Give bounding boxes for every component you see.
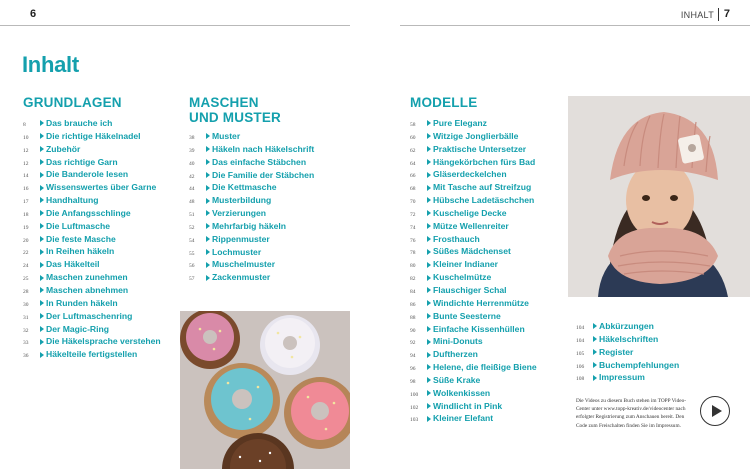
toc-entry-label: Die Familie der Stäbchen: [212, 169, 315, 180]
toc-entry: [410, 168, 537, 181]
section-heading-line: UND MUSTER: [189, 110, 281, 125]
toc-page-number: 30: [23, 301, 29, 308]
toc-entry-label: Die Häkelsprache verstehen: [46, 336, 161, 347]
toc-page-number: 64: [410, 160, 416, 167]
triangle-arrow-icon: [427, 300, 431, 306]
triangle-arrow-icon: [593, 375, 597, 381]
toc-entry: [23, 130, 161, 143]
toc-entry-label: Wolkenkissen: [433, 387, 491, 398]
toc-entry: [189, 130, 314, 143]
toc-entry-label: Die Luftmasche: [46, 220, 110, 231]
toc-list-modelle: [410, 117, 537, 425]
girl-illustration: [568, 96, 750, 297]
toc-page-number: 14: [23, 173, 29, 180]
triangle-arrow-icon: [40, 197, 44, 203]
toc-entry-label: Das einfache Stäbchen: [212, 156, 307, 167]
toc-entry: [410, 245, 537, 258]
toc-entry-label: Häkelschriften: [599, 333, 659, 344]
triangle-arrow-icon: [206, 223, 210, 229]
triangle-arrow-icon: [427, 377, 431, 383]
toc-entry: [410, 143, 537, 156]
triangle-arrow-icon: [40, 352, 44, 358]
toc-entry: [410, 284, 537, 297]
right-page-number: 7: [723, 8, 730, 20]
triangle-arrow-icon: [427, 120, 431, 126]
toc-entry-label: Die richtige Häkelnadel: [46, 130, 141, 141]
toc-entry: [189, 181, 314, 194]
triangle-arrow-icon: [427, 249, 431, 255]
toc-entry: [189, 156, 314, 169]
toc-entry-label: Die feste Masche: [46, 233, 116, 244]
toc-page-number: 17: [23, 199, 29, 206]
toc-entry-label: Häkelteile fertigstellen: [46, 349, 138, 360]
toc-entry: [576, 346, 679, 359]
toc-entry-label: Einfache Kissenhüllen: [433, 323, 525, 334]
triangle-arrow-icon: [40, 146, 44, 152]
triangle-arrow-icon: [40, 339, 44, 345]
toc-page-number: 20: [23, 237, 29, 244]
triangle-arrow-icon: [206, 249, 210, 255]
toc-entry: [23, 297, 161, 310]
triangle-arrow-icon: [40, 159, 44, 165]
toc-entry-label: Maschen zunehmen: [46, 272, 128, 283]
left-page-number: 6: [30, 8, 37, 20]
toc-entry-label: Kleiner Indianer: [433, 259, 498, 270]
triangle-arrow-icon: [427, 416, 431, 422]
triangle-arrow-icon: [40, 249, 44, 255]
toc-entry: [189, 143, 314, 156]
toc-entry-label: Pure Eleganz: [433, 118, 487, 128]
toc-entry: [189, 246, 314, 259]
toc-entry: [410, 156, 537, 169]
toc-entry-label: Rippenmuster: [212, 233, 270, 244]
toc-entry: [23, 323, 161, 336]
toc-entry-label: Zackenmuster: [212, 272, 271, 283]
toc-entry-label: Der Magic-Ring: [46, 323, 110, 334]
toc-page-number: 100: [410, 391, 419, 398]
toc-entry-label: Handhaltung: [46, 195, 99, 206]
toc-entry-label: Das brauche ich: [46, 118, 113, 128]
toc-page-number: 24: [23, 263, 29, 270]
toc-page-number: 48: [189, 199, 195, 206]
toc-page-number: 74: [410, 224, 416, 231]
toc-entry: [23, 245, 161, 258]
triangle-arrow-icon: [40, 313, 44, 319]
toc-page-number: 108: [576, 376, 585, 383]
toc-entry: [410, 297, 537, 310]
triangle-arrow-icon: [427, 159, 431, 165]
toc-entry-label: Musterbildung: [212, 195, 272, 206]
toc-entry-label: Das Häkelteil: [46, 259, 100, 270]
toc-entry-label: Frosthauch: [433, 233, 480, 244]
triangle-arrow-icon: [427, 326, 431, 332]
section-heading-line: MASCHEN: [189, 95, 259, 110]
toc-page-number: 104: [576, 337, 585, 344]
toc-entry: [189, 194, 314, 207]
toc-entry: [189, 207, 314, 220]
triangle-arrow-icon: [593, 362, 597, 368]
toc-page-number: 70: [410, 199, 416, 206]
toc-page-number: 32: [23, 327, 29, 334]
triangle-arrow-icon: [206, 236, 210, 242]
toc-entry: [410, 361, 537, 374]
toc-entry: [23, 258, 161, 271]
toc-entry-label: Witzige Jonglierbälle: [433, 130, 519, 141]
toc-entry: [23, 194, 161, 207]
toc-entry-label: Lochmuster: [212, 246, 262, 257]
triangle-arrow-icon: [40, 236, 44, 242]
triangle-arrow-icon: [40, 133, 44, 139]
triangle-arrow-icon: [427, 262, 431, 268]
triangle-arrow-icon: [427, 364, 431, 370]
toc-entry-label: Buchempfehlungen: [599, 359, 680, 370]
toc-entry-label: Helene, die fleißige Biene: [433, 362, 537, 373]
toc-entry-label: Mütze Wellenreiter: [433, 220, 509, 231]
triangle-arrow-icon: [427, 403, 431, 409]
triangle-arrow-icon: [40, 210, 44, 216]
triangle-arrow-icon: [427, 313, 431, 319]
toc-page-number: 36: [23, 353, 29, 360]
video-play-button: [700, 396, 730, 426]
toc-page-number: 8: [23, 122, 26, 128]
toc-entry: [23, 348, 161, 361]
toc-entry-label: Register: [599, 346, 634, 357]
triangle-arrow-icon: [427, 146, 431, 152]
toc-page-number: 22: [23, 250, 29, 257]
toc-page-number: 38: [189, 135, 195, 141]
triangle-arrow-icon: [40, 120, 44, 126]
toc-page-number: 57: [189, 276, 195, 283]
toc-page-number: 62: [410, 147, 416, 154]
donuts-photo: [180, 311, 350, 469]
toc-page-number: 106: [576, 363, 585, 370]
toc-entry: [410, 412, 537, 425]
triangle-arrow-icon: [427, 275, 431, 281]
toc-entry-label: Hübsche Ladetäschchen: [433, 195, 535, 206]
toc-page-number: 80: [410, 263, 416, 270]
toc-entry-label: Duftherzen: [433, 349, 478, 360]
video-note: Die Videos zu diesem Buch stehen im TOPP Video-Center unter www.topp-kreativ.de/videocenter nach erfolgter Registrierung zum Anschauen bereit. Den Code zum Freischalten finden Sie im Impressum.: [576, 398, 687, 429]
toc-entry-label: Der Luftmaschenring: [46, 310, 133, 321]
triangle-arrow-icon: [427, 287, 431, 293]
toc-entry: [410, 348, 537, 361]
toc-entry: [410, 271, 537, 284]
toc-entry: [23, 271, 161, 284]
toc-page-number: 78: [410, 250, 416, 257]
toc-entry: [576, 359, 679, 372]
triangle-arrow-icon: [206, 159, 210, 165]
toc-entry: [410, 194, 537, 207]
toc-entry: [189, 169, 314, 182]
toc-page-number: 103: [410, 417, 419, 424]
toc-entry: [189, 233, 314, 246]
toc-entry-label: Kuschelmütze: [433, 272, 492, 283]
triangle-arrow-icon: [427, 210, 431, 216]
triangle-arrow-icon: [40, 185, 44, 191]
triangle-arrow-icon: [427, 197, 431, 203]
triangle-arrow-icon: [206, 198, 210, 204]
toc-entry-label: Kleiner Elefant: [433, 413, 494, 424]
section-heading-grundlagen: GRUNDLAGEN: [23, 95, 122, 110]
left-header-rule: [0, 25, 350, 26]
toc-entry: [23, 156, 161, 169]
toc-entry-label: Muschelmuster: [212, 259, 276, 270]
donuts-illustration: [180, 311, 350, 469]
toc-entry-label: Flauschiger Schal: [433, 284, 507, 295]
triangle-arrow-icon: [427, 185, 431, 191]
toc-page-number: 98: [410, 378, 416, 385]
toc-page-number: 90: [410, 327, 416, 334]
toc-page-number: 39: [189, 147, 195, 154]
toc-page-number: 40: [189, 160, 195, 167]
toc-entry-label: Hängekörbchen fürs Bad: [433, 156, 536, 167]
toc-entry-label: Verzierungen: [212, 208, 266, 219]
toc-page-number: 88: [410, 314, 416, 321]
toc-page-number: 94: [410, 353, 416, 360]
right-header-rule: [400, 25, 750, 26]
toc-page-number: 28: [23, 288, 29, 295]
toc-entry-label: Die Kettmasche: [212, 182, 277, 193]
toc-page-number: 66: [410, 173, 416, 180]
toc-entry-label: Die Anfangsschlinge: [46, 207, 131, 218]
triangle-arrow-icon: [427, 133, 431, 139]
toc-list-extras: [576, 320, 679, 384]
toc-page-number: 84: [410, 288, 416, 295]
toc-entry: [410, 220, 537, 233]
toc-entry-label: Windlicht in Pink: [433, 400, 503, 411]
section-heading-maschen: [189, 95, 281, 125]
toc-entry: [23, 207, 161, 220]
toc-entry-label: In Runden häkeln: [46, 297, 118, 308]
toc-entry-label: Muster: [212, 131, 241, 141]
toc-page-number: 25: [23, 276, 29, 283]
toc-entry-label: Windichte Herrenmütze: [433, 297, 529, 308]
toc-entry-label: Impressum: [599, 372, 645, 383]
toc-entry: [410, 374, 537, 387]
header-divider: [718, 8, 719, 21]
toc-entry-label: Gläserdeckelchen: [433, 169, 507, 180]
running-header: INHALT: [680, 10, 714, 20]
toc-entry-label: Süße Krake: [433, 374, 481, 385]
toc-page-number: 16: [23, 186, 29, 193]
toc-entry: [576, 371, 679, 384]
toc-entry: [410, 335, 537, 348]
toc-entry: [23, 220, 161, 233]
toc-page-number: 18: [23, 211, 29, 218]
toc-page-number: 102: [410, 404, 419, 411]
toc-page-number: 60: [410, 134, 416, 141]
toc-page-number: 68: [410, 186, 416, 193]
section-heading-modelle: MODELLE: [410, 95, 478, 110]
triangle-arrow-icon: [427, 339, 431, 345]
toc-page-number: 33: [23, 340, 29, 347]
triangle-arrow-icon: [593, 336, 597, 342]
triangle-arrow-icon: [427, 236, 431, 242]
triangle-arrow-icon: [427, 390, 431, 396]
toc-entry: [23, 310, 161, 323]
toc-page-number: 42: [189, 173, 195, 180]
toc-page-number: 86: [410, 301, 416, 308]
toc-entry: [410, 233, 537, 246]
toc-list-maschen: [189, 130, 314, 284]
toc-entry-label: Die Banderole lesen: [46, 169, 129, 180]
toc-entry-label: Das richtige Garn: [46, 156, 118, 167]
toc-page-number: 51: [189, 212, 195, 219]
triangle-arrow-icon: [40, 172, 44, 178]
toc-entry: [410, 117, 537, 130]
toc-entry-label: Mit Tasche auf Streifzug: [433, 182, 532, 193]
toc-entry-label: Abkürzungen: [599, 321, 654, 331]
toc-entry-label: Wissenswertes über Garne: [46, 182, 157, 193]
toc-page-number: 76: [410, 237, 416, 244]
toc-page-number: 96: [410, 366, 416, 373]
triangle-arrow-icon: [206, 146, 210, 152]
toc-entry: [410, 207, 537, 220]
page-title: Inhalt: [22, 52, 79, 77]
toc-page-number: 56: [189, 263, 195, 270]
toc-entry-label: Mehrfarbig häkeln: [212, 220, 287, 231]
toc-entry: [410, 181, 537, 194]
toc-entry: [189, 258, 314, 271]
triangle-arrow-icon: [593, 349, 597, 355]
toc-entry: [410, 387, 537, 400]
triangle-arrow-icon: [427, 352, 431, 358]
toc-page-number: 82: [410, 276, 416, 283]
toc-page-number: 92: [410, 340, 416, 347]
toc-entry: [23, 335, 161, 348]
toc-entry-label: Zubehör: [46, 143, 81, 154]
triangle-arrow-icon: [40, 326, 44, 332]
toc-entry-label: Kuschelige Decke: [433, 207, 507, 218]
triangle-arrow-icon: [206, 185, 210, 191]
toc-entry-label: Mini-Donuts: [433, 336, 483, 347]
toc-entry: [410, 258, 537, 271]
triangle-arrow-icon: [40, 275, 44, 281]
triangle-arrow-icon: [206, 262, 210, 268]
toc-entry: [23, 284, 161, 297]
toc-entry: [23, 181, 161, 194]
toc-entry: [410, 323, 537, 336]
toc-page-number: 55: [189, 250, 195, 257]
toc-page-number: 72: [410, 211, 416, 218]
toc-entry-label: Maschen abnehmen: [46, 284, 129, 295]
toc-entry-label: Bunte Seesterne: [433, 310, 501, 321]
triangle-arrow-icon: [206, 210, 210, 216]
toc-entry: [410, 130, 537, 143]
toc-entry: [23, 117, 161, 130]
toc-list-grundlagen: [23, 117, 161, 361]
toc-entry-label: Häkeln nach Häkelschrift: [212, 143, 315, 154]
toc-entry: [189, 271, 314, 284]
toc-page-number: 10: [23, 134, 29, 141]
toc-entry: [576, 320, 679, 333]
toc-entry: [23, 143, 161, 156]
triangle-arrow-icon: [40, 223, 44, 229]
toc-entry-label: Süßes Mädchenset: [433, 246, 511, 257]
toc-page-number: 52: [189, 224, 195, 231]
toc-page-number: 58: [410, 122, 416, 128]
toc-entry: [410, 310, 537, 323]
toc-page-number: 31: [23, 314, 29, 321]
toc-page-number: 12: [23, 160, 29, 167]
toc-entry-label: Praktische Untersetzer: [433, 143, 527, 154]
triangle-arrow-icon: [206, 172, 210, 178]
toc-page-number: 54: [189, 237, 195, 244]
triangle-arrow-icon: [40, 287, 44, 293]
triangle-arrow-icon: [593, 323, 597, 329]
triangle-arrow-icon: [40, 300, 44, 306]
triangle-arrow-icon: [206, 275, 210, 281]
triangle-arrow-icon: [427, 172, 431, 178]
triangle-arrow-icon: [206, 133, 210, 139]
toc-entry: [23, 168, 161, 181]
toc-entry-label: In Reihen häkeln: [46, 246, 115, 257]
toc-page-number: 44: [189, 186, 195, 193]
triangle-arrow-icon: [40, 262, 44, 268]
triangle-arrow-icon: [427, 223, 431, 229]
toc-page-number: 105: [576, 350, 585, 357]
toc-page-number: 12: [23, 147, 29, 154]
toc-entry: [23, 233, 161, 246]
toc-page-number: 104: [576, 325, 585, 331]
toc-entry: [189, 220, 314, 233]
toc-page-number: 19: [23, 224, 29, 231]
girl-hat-photo: [568, 96, 750, 297]
play-icon: [712, 405, 722, 417]
toc-entry: [410, 400, 537, 413]
toc-entry: [576, 333, 679, 346]
